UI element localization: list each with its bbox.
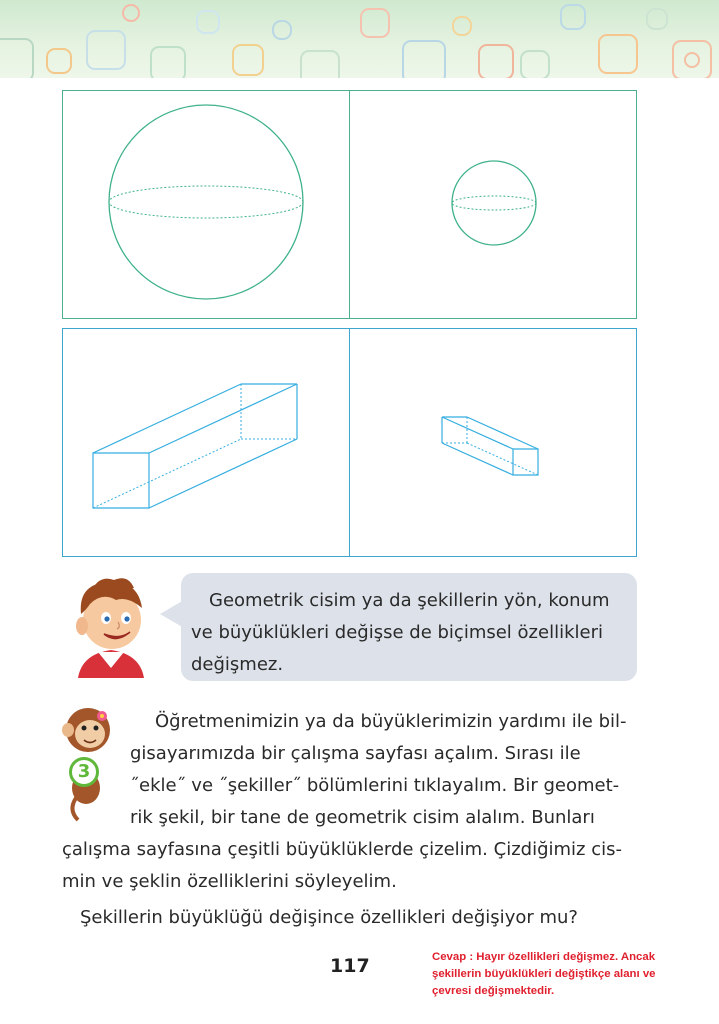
small-prism-figure — [350, 329, 638, 558]
answer-line: çevresi değişmektedir. — [432, 985, 555, 997]
speech-line: ve büyüklükleri değişse de biçimsel özellikleri — [191, 622, 603, 643]
answer-line: şekillerin büyüklükleri değiştikçe alanı ve — [432, 968, 656, 980]
activity-number-badge — [69, 757, 99, 787]
activity-line: gisayarımızda bir çalışma sayfası açalım. Sırası ile — [130, 743, 581, 764]
panel-small-sphere — [349, 90, 637, 319]
answer-note — [432, 949, 707, 1000]
small-sphere-figure — [350, 91, 638, 320]
page-number: 117 — [330, 955, 370, 977]
activity-line: rik şekil, bir tane de geometrik cisim alalım. Bunları — [130, 807, 595, 828]
large-prism-figure — [63, 329, 351, 558]
activity-line: çalışma sayfasına çeşitli büyüklüklerde çizelim. Çizdiğimiz cis- — [62, 839, 622, 860]
panel-large-sphere — [62, 90, 350, 319]
speech-line: değişmez. — [191, 654, 284, 675]
header-banner — [0, 0, 719, 78]
speech-line: Geometrik cisim ya da şekillerin yön, konum — [209, 590, 610, 611]
activity-line: min ve şeklin özelliklerini söyleyelim. — [62, 871, 397, 892]
activity-number: 3 — [77, 761, 91, 782]
panel-small-prism — [349, 328, 637, 557]
speech-bubble — [181, 573, 637, 681]
large-sphere-figure — [63, 91, 351, 320]
activity-line: Öğretmenimizin ya da büyüklerimizin yardımı ile bil- — [155, 711, 627, 732]
activity-line: ˝ekle˝ ve ˝şekiller˝ bölümlerini tıklayalım. Bir geomet- — [130, 775, 620, 796]
boy-character-icon — [68, 574, 154, 678]
activity-question: Şekillerin büyüklüğü değişince özellikleri değişiyor mu? — [80, 907, 578, 928]
answer-line: Cevap : Hayır özellikleri değişmez. Ancak — [432, 951, 656, 963]
panel-large-prism — [62, 328, 350, 557]
